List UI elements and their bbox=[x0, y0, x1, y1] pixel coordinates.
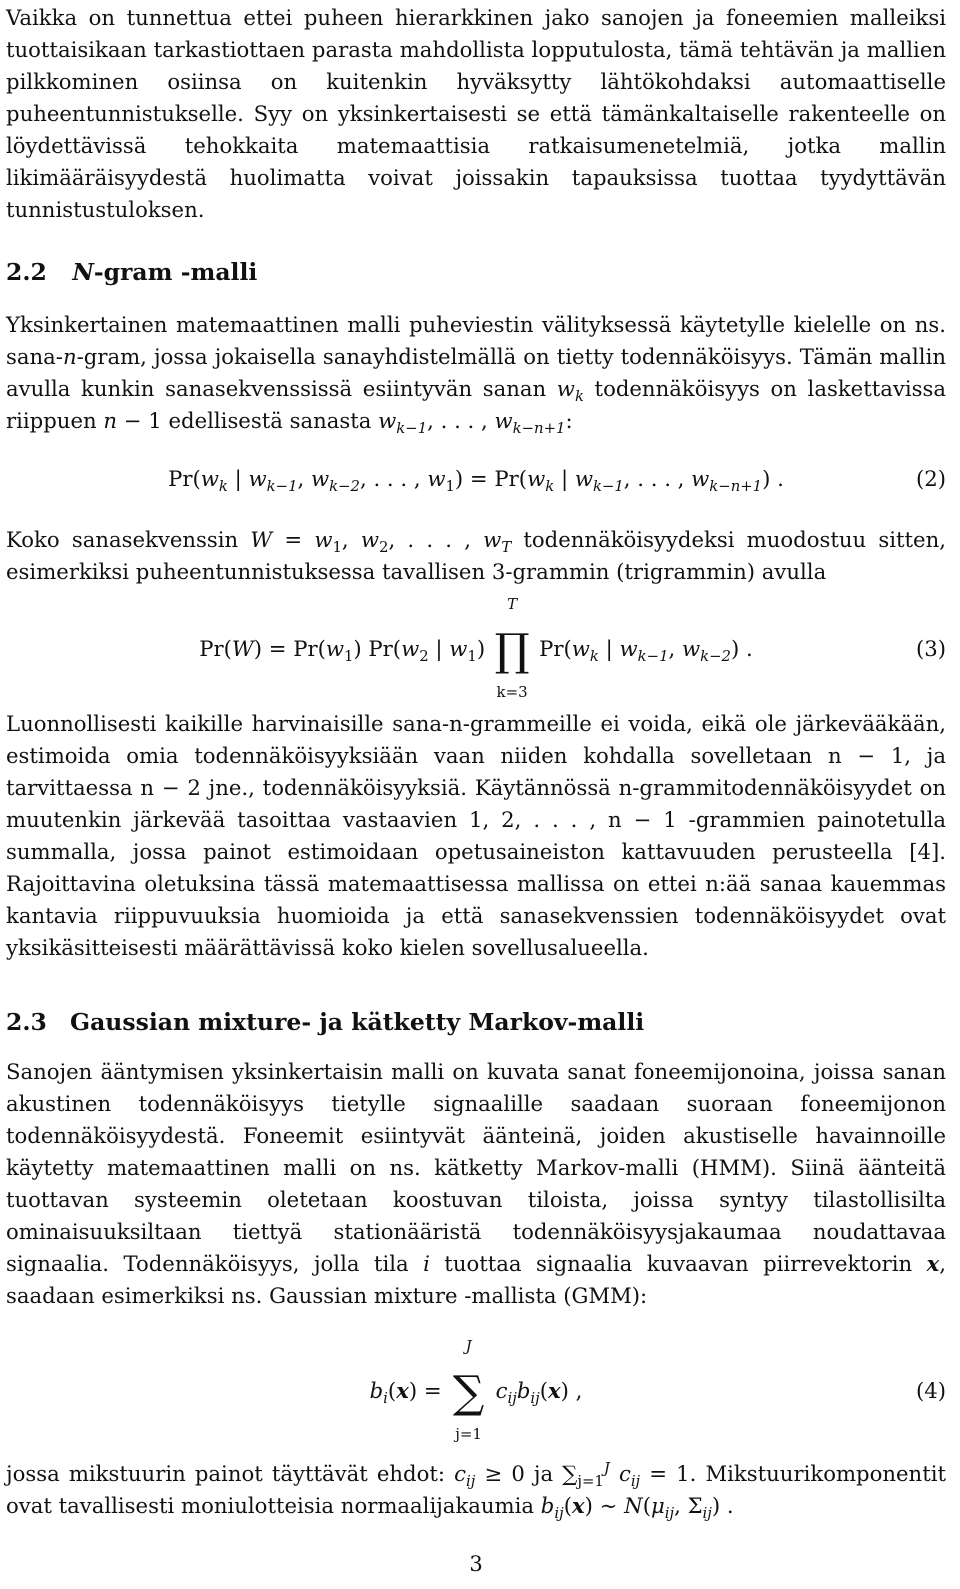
mixture-text-1: jossa mikstuurin painot täyttävät ehdot: bbox=[6, 1461, 455, 1486]
math-n2: n bbox=[103, 408, 118, 433]
equation-4 bbox=[6, 1336, 946, 1443]
ngram-text-3: todennäköisyys on laskettavissa riippuen bbox=[6, 376, 946, 433]
ngram-text-2: -gram, jossa jokaisella sanayhdistelmällä on tietty todennäköisyys. Tämän mallin avulla kunkin sanasekvenssissä esiintyvän sanan bbox=[6, 344, 946, 401]
product-upper: T bbox=[507, 594, 518, 613]
ngram-text-4: − 1 edellisestä sanasta bbox=[117, 408, 379, 433]
sequence-text-2: todennäköisyydeksi muodostuu sitten, esimerkiksi puheentunnistuksessa tavallisen 3-grammin (trigrammin) avulla bbox=[6, 527, 946, 584]
equation-4-label: (4) bbox=[915, 1378, 946, 1403]
product-operator: T ∏ k=3 bbox=[491, 635, 533, 667]
ngram-paragraph: Yksinkertainen matemaattinen malli puheviestin välityksessä käytetylle kielelle on ns. sana-n-gram, jossa jokaisella sanayhdistelmällä on tietty todennäköisyys. Tämän mallin avulla kunkin sanasekvenssissä esiintyvän sanan $w_k$ todennäköisyys on laskettavissa riippuen n − 1 edellisestä sanasta $w_{k-1}$, . . . , $w_{k-n+1}$: bbox=[6, 312, 946, 438]
equation-3-body: $Pr(W) = Pr(w_1)$ $Pr(w_2$ | $w_1$) T ∏ k=3 $Pr(w_k$ | $w_{k-1}$, $w_{k-2}$) . bbox=[199, 594, 753, 701]
section-heading-2-3 bbox=[6, 1006, 644, 1038]
math-wk: $w_k$ bbox=[556, 376, 584, 406]
equation-2 bbox=[6, 463, 946, 495]
product-lower: k=3 bbox=[496, 682, 528, 701]
equation-3 bbox=[6, 594, 946, 701]
math-n: n bbox=[62, 344, 77, 369]
mixture-text-2: ≥ 0 ja bbox=[475, 1461, 563, 1486]
section-number-2-3: 2.3 bbox=[6, 1008, 47, 1036]
section-title-2-3: Gaussian mixture- ja kätketty Markov-malli bbox=[70, 1008, 645, 1036]
hmm-text-1: Sanojen ääntymisen yksinkertaisin malli on kuvata sanat foneemijonoina, joissa sanan akustinen todennäköisyys tietylle signaalille saadaan suoraan foneemijonon todennäköisyydestä. Foneemit esiintyvät äänteinä, joiden akustiselle havainnoille käytetty matemaattinen malli on ns. kätketty Markov-malli (HMM). Siinä äänteitä tuottavan systeemin oletetaan koostuvan tiloista, joissa syntyy tilastollisilta ominaisuuksiltaan tiettyä stationääristä todennäköisyysjakaumaa noudattavaa signaalia. Todennäköisyys, jolla tila bbox=[6, 1059, 946, 1276]
hmm-text-3: , saadaan esimerkiksi ns. Gaussian mixture -mallista (GMM): bbox=[6, 1251, 947, 1308]
hmm-text-2: tuottaa signaalia kuvaavan piirrevektorin bbox=[429, 1251, 927, 1276]
equation-4-body: $b_i(x)$ = J ∑ j=1 $c_{ij}b_{ij}(x)$ , bbox=[369, 1336, 583, 1443]
math-seq: $w_{k-1}$ bbox=[378, 408, 428, 438]
sequence-text-1: Koko sanasekvenssin bbox=[6, 527, 251, 552]
equation-2-label: (2) bbox=[915, 466, 946, 491]
hmm-paragraph: Sanojen ääntymisen yksinkertaisin malli on kuvata sanat foneemijonoina, joissa sanan akustinen todennäköisyys tietylle signaalille saadaan suoraan foneemijonon todennäköisyydestä. Foneemit esiintyvät äänteinä, joiden akustiselle havainnoille käytetty matemaattinen malli on ns. kätketty Markov-malli (HMM). Siinä äänteitä tuottavan systeemin oletetaan koostuvan tiloista, joissa syntyy tilastollisilta ominaisuuksiltaan tiettyä stationääristä todennäköisyysjakaumaa noudattavaa signaalia. Todennäköisyys, jolla tila i tuottaa signaalia kuvaavan piirrevektorin x, saadaan esimerkiksi ns. Gaussian mixture -mallista (GMM): bbox=[6, 1059, 947, 1308]
intro-paragraph: Vaikka on tunnettua ettei puheen hierarkkinen jako sanojen ja foneemien malleiksi tuottaisikaan tarkastiottaen parasta mahdollista lopputulosta, tämä tehtävän ja mallien pilkkominen osiinsa on kuitenkin hyväksytty lähtökohdaksi automaattiselle puheentunnistukselle. Syy on yksinkertaisesti se että tämänkaltaiselle rakenteelle on löydettävissä tehokkaita matemaattisia ratkaisumenetelmiä, jotka mallin likimääräisyydestä huolimatta voivat joissakin tapauksissa tuottaa tyydyttävän tunnistustuloksen. bbox=[6, 5, 946, 222]
sum-operator: J ∑ j=1 bbox=[448, 1377, 490, 1409]
section-title: -gram -malli bbox=[93, 258, 258, 286]
ngram-text-1: Yksinkertainen matemaattinen malli puheviestin välityksessä käytetylle kielelle on ns. sana- bbox=[6, 312, 946, 369]
mixture-text-4: . bbox=[726, 1493, 734, 1518]
sum-lower: j=1 bbox=[455, 1424, 482, 1443]
mixture-text-3: = 1. Mikstuurikomponentit ovat tavallisesti moniulotteisia normaalijakaumia bbox=[6, 1461, 946, 1518]
section-heading-2-2 bbox=[6, 256, 257, 288]
section-title-var: N bbox=[72, 258, 94, 286]
smoothing-paragraph: Luonnollisesti kaikille harvinaisille sana-n-grammeille ei voida, eikä ole järkevääkään, estimoida omia todennäköisyyksiään vaan niiden kohdalla sovelletaan n − 1, ja tarvittaessa n − 2 jne., todennäköisyyksiä. Käytännössä n-grammitodennäköisyydet on muutenkin järkevää tasoittaa vastaavien 1, 2, . . . , n − 1 -grammien painotetulla summalla, jossa painot estimoidaan opetusaineiston kattavuuden perusteella [4]. Rajoittavina oletuksina tässä matemaattisessa mallissa on ettei n:ää sanaa kauemmas kantavia riippuvuuksia huomioida ja että sanasekvenssien todennäköisyydet ovat yksikäsitteisesti määrättävissä koko kielen sovellusalueella. bbox=[6, 711, 946, 960]
sum-upper: J bbox=[465, 1336, 472, 1355]
sequence-paragraph: Koko sanasekvenssin $W = w_1$, $w_2$, . . . , $w_T$ todennäköisyydeksi muodostuu sitten, esimerkiksi puheentunnistuksessa tavallisen 3-grammin (trigrammin) avulla bbox=[6, 527, 946, 584]
page-number: 3 bbox=[469, 1552, 483, 1576]
mixture-paragraph: jossa mikstuurin painot täyttävät ehdot: $c_{ij} \ge 0$ ja $\sum_{j=1}^J$ $c_{ij} = 1$. Mikstuurikomponentit ovat tavallisesti moniulotteisia normaalijakaumia $b_{ij}(x)$ ∼ $N(\mu_{ij}$, $\Sigma_{ij}$) . bbox=[6, 1459, 946, 1523]
equation-3-label: (3) bbox=[915, 636, 946, 661]
equation-2-body: $Pr(w_k$ | $w_{k-1}$, $w_{k-2}$, . . . , $w_1) = Pr(w_k$ | $w_{k-1}$, . . . , $w_{k-n+1}$) . bbox=[168, 466, 784, 496]
section-number: 2.2 bbox=[6, 258, 47, 286]
